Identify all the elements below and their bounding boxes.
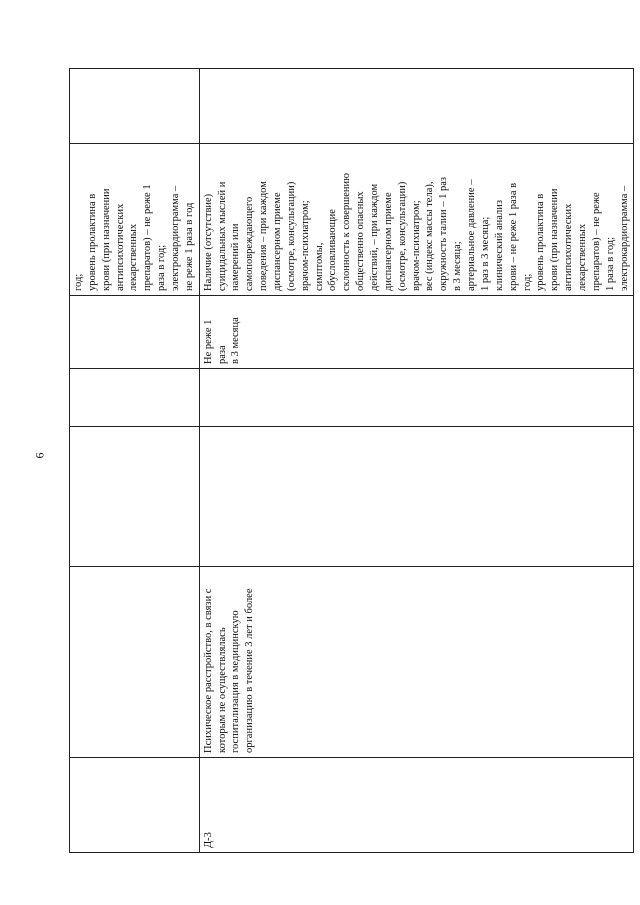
table-cell — [70, 369, 200, 427]
diagnosis-description: Психическое расстройство, в связи с которым не осуществлялась госпитализация в медицинскую организацию в течение 3 лет и более — [202, 588, 256, 753]
table-cell — [199, 296, 634, 369]
table-cell — [199, 69, 634, 144]
table-cell — [70, 567, 200, 758]
page-number: 6 — [32, 452, 47, 459]
table-cell — [70, 758, 200, 853]
table-cell — [70, 427, 200, 567]
table-cell — [70, 144, 200, 296]
table-row — [70, 69, 200, 853]
rotated-page — [69, 69, 630, 853]
monitoring-indicators: Наличие (отсутствие) суицидальных мыслей и намерений или самоповреждающего поведения – при каждом диспансерном приеме (осмотре, консультации) врачом-психиатром; симптомы, обусловливающие склонность к совершению общественно опасных действий, – при каждом диспансерном приеме (осмотре, консультации) врачом-психиатром; вес (индекс массы тела), окружность талии – 1 раз в 3 месяца; артериальное давление – 1 раз в 3 месяца; клинический анализ крови – не реже 1 раза в год; уровень пролактина в крови (при назначении антипсихотических лекарственных препаратов) – не реже 1 раза в год; электрокардиограмма – — [202, 173, 630, 291]
table-cell — [70, 296, 200, 369]
group-code: Д-3 — [202, 832, 214, 848]
table-cell — [199, 758, 634, 853]
table-cell — [70, 69, 200, 144]
visit-frequency: Не реже 1 раза в 3 месяца — [202, 317, 242, 364]
table-cell — [199, 567, 634, 758]
table-row — [199, 69, 634, 853]
dispensary-table — [69, 68, 634, 853]
table-cell — [199, 144, 634, 296]
table-cell — [199, 369, 634, 427]
table-cell — [199, 427, 634, 567]
monitoring-indicators-continued: год; уровень пролактина в крови (при назначении антипсихотических лекарственных препаратов) – не реже 1 раза в год; электрокардиограмма – не реже 1 раза в год — [73, 184, 195, 291]
